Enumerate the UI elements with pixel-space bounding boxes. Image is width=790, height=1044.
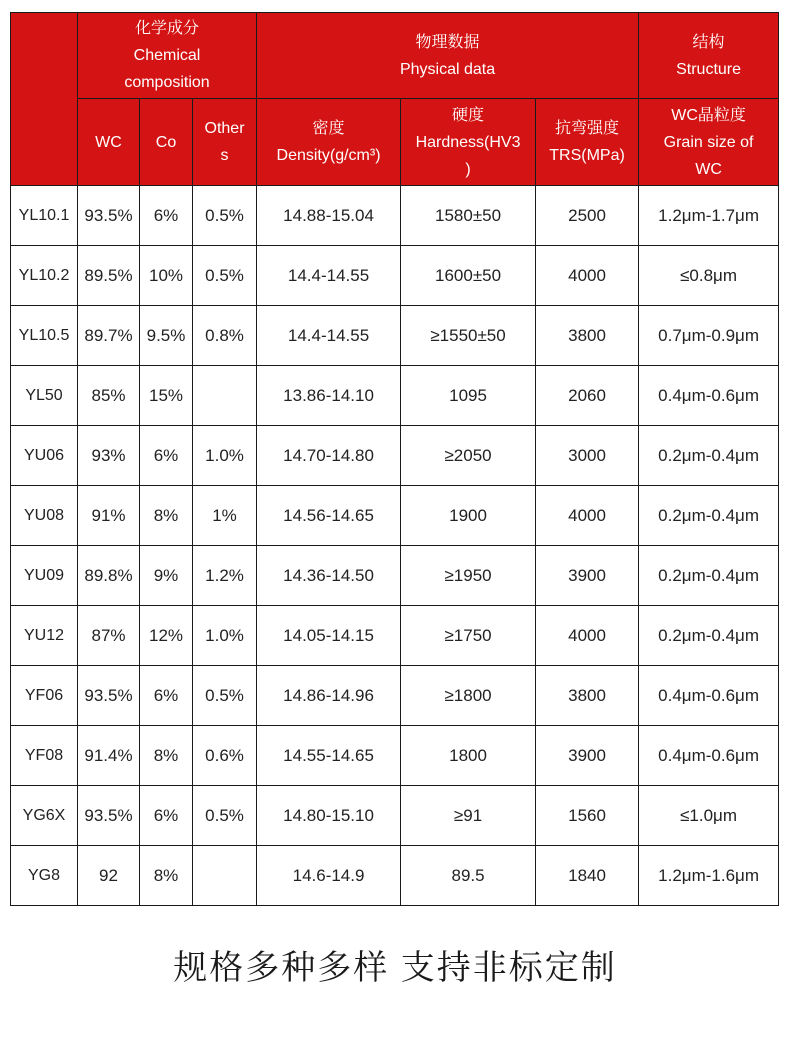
others-cell: 1.0% — [193, 606, 257, 666]
physical-en: Physical data — [399, 60, 496, 78]
hardness-en-2: ) — [465, 160, 471, 178]
density-cell: 14.4-14.55 — [257, 246, 401, 306]
co-cell: 8% — [140, 486, 193, 546]
grade-cell: YU09 — [11, 546, 78, 606]
table-row — [11, 246, 779, 306]
others-cell: 1% — [193, 486, 257, 546]
others-cell — [193, 846, 257, 906]
wc-cell: 93.5% — [78, 186, 140, 246]
grade-cell: YU12 — [11, 606, 78, 666]
grain-cell: 0.7μm-0.9μm — [639, 306, 779, 366]
wc-header: WC — [78, 99, 140, 186]
hardness-cell: ≥1750 — [401, 606, 536, 666]
structure-header — [639, 13, 779, 99]
grain-cn: WC晶粒度 — [671, 106, 746, 124]
density-cell: 14.05-14.15 — [257, 606, 401, 666]
grain-cell: 0.4μm-0.6μm — [639, 366, 779, 426]
physical-header — [257, 13, 639, 99]
others-cell: 0.5% — [193, 666, 257, 726]
composition-en-1: Chemical — [133, 47, 201, 64]
table-row — [11, 186, 779, 246]
others-cell: 1.2% — [193, 546, 257, 606]
hardness-en-1: Hardness(HV3 — [415, 133, 521, 151]
trs-cell: 3800 — [536, 666, 639, 726]
grain-cell: 0.4μm-0.6μm — [639, 666, 779, 726]
hardness-cell: 1095 — [401, 366, 536, 426]
others-header — [193, 99, 257, 186]
others-cell: 0.5% — [193, 186, 257, 246]
density-cell: 14.6-14.9 — [257, 846, 401, 906]
trs-cell: 3900 — [536, 546, 639, 606]
grade-cell: YF06 — [11, 666, 78, 726]
grain-cell: 1.2μm-1.7μm — [639, 186, 779, 246]
co-cell: 6% — [140, 666, 193, 726]
density-cell: 14.70-14.80 — [257, 426, 401, 486]
grain-en-2: WC — [695, 160, 722, 178]
hardness-cell: ≥1950 — [401, 546, 536, 606]
grade-cell: YL10.1 — [11, 186, 78, 246]
hardness-cell: 1600±50 — [401, 246, 536, 306]
grain-cell: 0.2μm-0.4μm — [639, 486, 779, 546]
grade-cell: YU06 — [11, 426, 78, 486]
wc-cell: 91.4% — [78, 726, 140, 786]
table-row — [11, 546, 779, 606]
composition-en-2: composition — [124, 74, 210, 91]
wc-cell: 93% — [78, 426, 140, 486]
co-cell: 12% — [140, 606, 193, 666]
density-cell: 14.86-14.96 — [257, 666, 401, 726]
grade-cell: YU08 — [11, 486, 78, 546]
hardness-cell: ≥91 — [401, 786, 536, 846]
trs-cell: 4000 — [536, 246, 639, 306]
composition-cn: 化学成分 — [135, 20, 200, 37]
wc-cell: 92 — [78, 846, 140, 906]
grain-cell: 0.4μm-0.6μm — [639, 726, 779, 786]
table-row — [11, 486, 779, 546]
others-label-2: s — [220, 147, 229, 164]
grain-cell: 0.2μm-0.4μm — [639, 426, 779, 486]
others-cell: 0.5% — [193, 246, 257, 306]
table-row — [11, 786, 779, 846]
composition-header — [78, 13, 257, 99]
trs-cell: 1840 — [536, 846, 639, 906]
density-header — [257, 99, 401, 186]
hardness-cell: ≥2050 — [401, 426, 536, 486]
wc-cell: 93.5% — [78, 786, 140, 846]
wc-cell: 91% — [78, 486, 140, 546]
density-cn: 密度 — [312, 120, 345, 137]
hardness-cell: ≥1800 — [401, 666, 536, 726]
density-cell: 13.86-14.10 — [257, 366, 401, 426]
density-cell: 14.55-14.65 — [257, 726, 401, 786]
hardness-cell: 1800 — [401, 726, 536, 786]
density-cell: 14.80-15.10 — [257, 786, 401, 846]
trs-cell: 2060 — [536, 366, 639, 426]
trs-cell: 3900 — [536, 726, 639, 786]
trs-en: TRS(MPa) — [549, 147, 625, 164]
density-en: Density(g/cm³) — [276, 147, 381, 164]
wc-cell: 85% — [78, 366, 140, 426]
grade-cell: YL10.2 — [11, 246, 78, 306]
structure-en: Structure — [676, 60, 742, 78]
grain-cell: 1.2μm-1.6μm — [639, 846, 779, 906]
others-cell: 0.6% — [193, 726, 257, 786]
grade-cell: YL50 — [11, 366, 78, 426]
trs-cell: 3000 — [536, 426, 639, 486]
co-cell: 8% — [140, 726, 193, 786]
wc-cell: 89.7% — [78, 306, 140, 366]
co-header: Co — [140, 99, 193, 186]
hardness-cell: 1580±50 — [401, 186, 536, 246]
table-row — [11, 846, 779, 906]
others-cell: 0.8% — [193, 306, 257, 366]
structure-cn: 结构 — [692, 33, 725, 51]
co-cell: 9.5% — [140, 306, 193, 366]
table-row — [11, 426, 779, 486]
trs-cell: 4000 — [536, 486, 639, 546]
trs-header — [536, 99, 639, 186]
grain-header — [639, 99, 779, 186]
grade-cell: YF08 — [11, 726, 78, 786]
grain-cell: ≤1.0μm — [639, 786, 779, 846]
co-cell: 6% — [140, 186, 193, 246]
density-cell: 14.36-14.50 — [257, 546, 401, 606]
slogan-text: 规格多种多样 支持非标定制 — [173, 949, 617, 987]
grain-cell: ≤0.8μm — [639, 246, 779, 306]
grain-en-1: Grain size of — [663, 133, 754, 151]
grain-cell: 0.2μm-0.4μm — [639, 546, 779, 606]
density-cell: 14.88-15.04 — [257, 186, 401, 246]
wc-cell: 89.8% — [78, 546, 140, 606]
spec-table — [10, 12, 779, 906]
grade-header-cell — [11, 13, 78, 186]
hardness-header — [401, 99, 536, 186]
trs-cn: 抗弯强度 — [555, 120, 620, 137]
table-body — [11, 186, 779, 906]
grain-cell: 0.2μm-0.4μm — [639, 606, 779, 666]
co-cell: 6% — [140, 786, 193, 846]
trs-cell: 2500 — [536, 186, 639, 246]
density-cell: 14.56-14.65 — [257, 486, 401, 546]
others-cell — [193, 366, 257, 426]
hardness-cell: 89.5 — [401, 846, 536, 906]
grade-cell: YG8 — [11, 846, 78, 906]
wc-cell: 87% — [78, 606, 140, 666]
trs-cell: 4000 — [536, 606, 639, 666]
trs-cell: 3800 — [536, 306, 639, 366]
wc-cell: 93.5% — [78, 666, 140, 726]
co-cell: 10% — [140, 246, 193, 306]
table-row — [11, 366, 779, 426]
table-row — [11, 666, 779, 726]
hardness-cell: ≥1550±50 — [401, 306, 536, 366]
others-cell: 0.5% — [193, 786, 257, 846]
table-row — [11, 306, 779, 366]
grade-cell: YL10.5 — [11, 306, 78, 366]
others-cell: 1.0% — [193, 426, 257, 486]
density-cell: 14.4-14.55 — [257, 306, 401, 366]
hardness-cell: 1900 — [401, 486, 536, 546]
co-cell: 9% — [140, 546, 193, 606]
grade-cell: YG6X — [11, 786, 78, 846]
co-cell: 6% — [140, 426, 193, 486]
table-row — [11, 726, 779, 786]
physical-cn: 物理数据 — [415, 33, 480, 51]
co-cell: 15% — [140, 366, 193, 426]
others-label-1: Other — [204, 120, 245, 137]
table-header — [11, 13, 779, 186]
table-row — [11, 606, 779, 666]
co-cell: 8% — [140, 846, 193, 906]
hardness-cn: 硬度 — [452, 106, 485, 124]
trs-cell: 1560 — [536, 786, 639, 846]
wc-cell: 89.5% — [78, 246, 140, 306]
